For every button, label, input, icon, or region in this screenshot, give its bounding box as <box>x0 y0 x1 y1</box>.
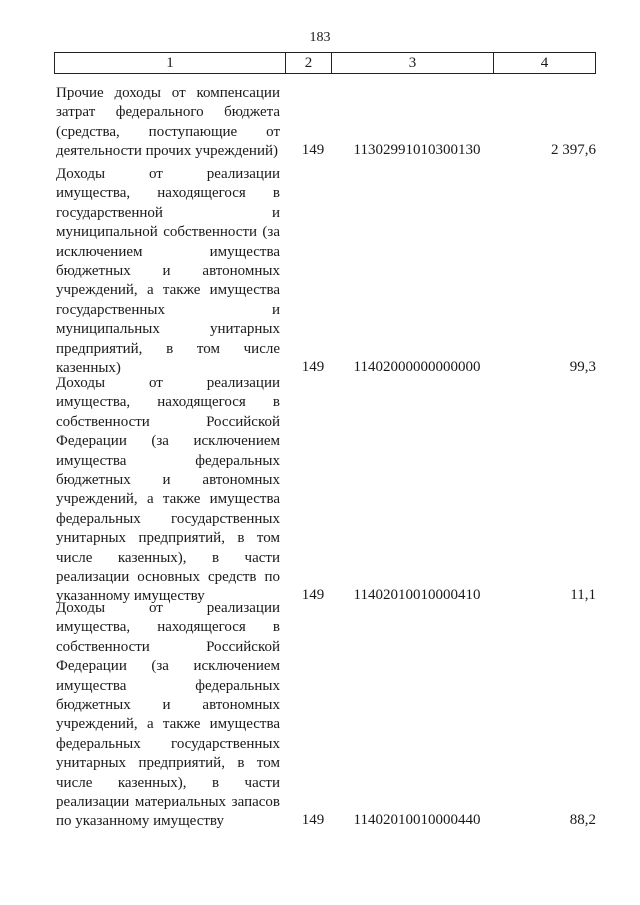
description-line: предприятий, в том числе <box>56 340 280 357</box>
description-line: числе казенных), в части <box>56 774 280 791</box>
description-line: федеральных государственных <box>56 510 280 527</box>
description-line: имущества, находящегося в <box>56 619 280 636</box>
row-description <box>56 84 280 162</box>
description-line: деятельности прочих учреждений) <box>56 143 279 160</box>
description-line: имущества, находящегося в <box>56 394 280 411</box>
row-description <box>56 374 280 607</box>
amount: 11,1 <box>570 587 596 604</box>
description-line: собственности Российской <box>56 413 280 430</box>
description-line: Доходы от реализации <box>56 600 280 616</box>
description-line: муниципальной собственности (за <box>56 224 280 241</box>
header-col-1: 1 <box>55 53 286 73</box>
description-line: учреждений, а также имущества <box>56 282 280 299</box>
admin-code: 149 <box>301 359 325 375</box>
description-line: государственной и <box>56 204 280 221</box>
description-line: учреждений, а также имущества <box>56 491 280 508</box>
row-description <box>56 165 280 378</box>
description-line: бюджетных и автономных <box>56 471 280 488</box>
description-line: числе казенных), в части <box>56 549 280 566</box>
description-line: указанному имуществу <box>56 588 205 605</box>
page-number: 183 <box>309 30 331 45</box>
description-line: муниципальных унитарных <box>56 321 280 338</box>
description-line: имущества, находящегося в <box>56 185 280 202</box>
description-line: реализации основных средств по <box>56 568 280 585</box>
description-line: (средства, поступающие от <box>56 123 280 140</box>
description-line: государственных и <box>56 301 280 318</box>
description-line: по указанному имуществу <box>56 813 224 830</box>
description-line: Прочие доходы от компенсации <box>56 85 280 101</box>
description-line: Доходы от реализации <box>56 375 280 391</box>
header-col-4: 4 <box>540 54 549 71</box>
amount: 2 397,6 <box>551 142 596 159</box>
header-col-2: 2 <box>286 53 332 73</box>
description-line: Федерации (за исключением <box>56 658 280 675</box>
description-line: затрат федерального бюджета <box>56 104 280 121</box>
admin-code: 149 <box>301 142 325 159</box>
admin-code: 149 <box>301 812 325 829</box>
description-line: казенных) <box>56 359 121 376</box>
description-line: исключением имущества <box>56 243 280 260</box>
admin-code: 149 <box>301 587 325 604</box>
header-col-3: 3 <box>332 53 494 73</box>
description-line: учреждений, а также имущества <box>56 716 280 733</box>
description-line: имущества федеральных <box>56 677 280 694</box>
amount: 88,2 <box>569 812 596 829</box>
description-line: унитарных предприятий, в том <box>56 755 280 772</box>
budget-code: 11402000000000000 <box>353 359 481 375</box>
budget-code: 11402010010000410 <box>353 587 481 604</box>
description-line: Доходы от реализации <box>56 166 280 182</box>
description-line: федеральных государственных <box>56 735 280 752</box>
description-line: Федерации (за исключением <box>56 433 280 450</box>
description-line: унитарных предприятий, в том <box>56 530 280 547</box>
amount: 99,3 <box>569 359 596 375</box>
row-description <box>56 599 280 832</box>
description-line: собственности Российской <box>56 638 280 655</box>
budget-code: 11302991010300130 <box>353 142 481 159</box>
budget-code: 11402010010000440 <box>353 812 481 829</box>
table-header <box>54 52 596 74</box>
description-line: реализации материальных запасов <box>56 793 280 810</box>
description-line: имущества федеральных <box>56 452 280 469</box>
description-line: бюджетных и автономных <box>56 696 280 713</box>
description-line: бюджетных и автономных <box>56 262 280 279</box>
